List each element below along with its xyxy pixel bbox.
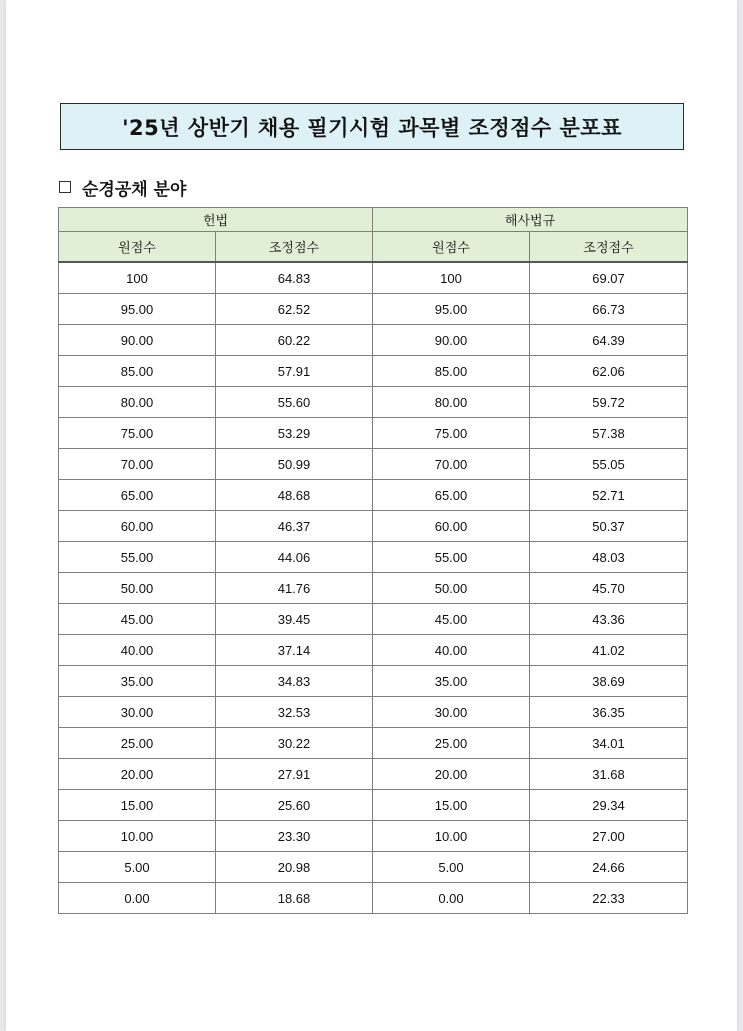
raw-score-cell: 90.00 <box>59 325 216 356</box>
raw-score-cell: 60.00 <box>373 511 530 542</box>
raw-score-cell: 95.00 <box>59 294 216 325</box>
raw-score-cell: 70.00 <box>59 449 216 480</box>
raw-score-cell: 40.00 <box>59 635 216 666</box>
adjusted-score-cell: 53.29 <box>216 418 373 449</box>
adjusted-score-cell: 55.05 <box>530 449 688 480</box>
adjusted-score-cell: 69.07 <box>530 262 688 294</box>
adjusted-score-cell: 41.76 <box>216 573 373 604</box>
raw-score-cell: 55.00 <box>373 542 530 573</box>
group-header-constitution: 헌법 <box>59 208 373 232</box>
adjusted-score-cell: 57.91 <box>216 356 373 387</box>
adjusted-score-cell: 29.34 <box>530 790 688 821</box>
adjusted-score-cell: 27.00 <box>530 821 688 852</box>
raw-score-cell: 70.00 <box>373 449 530 480</box>
raw-score-cell: 25.00 <box>373 728 530 759</box>
adjusted-score-cell: 50.99 <box>216 449 373 480</box>
table-row <box>59 883 688 914</box>
adjusted-score-cell: 41.02 <box>530 635 688 666</box>
adjusted-score-cell: 44.06 <box>216 542 373 573</box>
table-row <box>59 480 688 511</box>
raw-score-cell: 85.00 <box>59 356 216 387</box>
table-row <box>59 262 688 294</box>
raw-score-cell: 10.00 <box>373 821 530 852</box>
raw-score-cell: 45.00 <box>59 604 216 635</box>
column-header-raw-score: 원점수 <box>59 232 216 263</box>
group-header-maritime-law: 해사법규 <box>373 208 688 232</box>
table-row <box>59 449 688 480</box>
table-row <box>59 821 688 852</box>
adjusted-score-cell: 48.68 <box>216 480 373 511</box>
raw-score-cell: 0.00 <box>59 883 216 914</box>
adjusted-score-cell: 66.73 <box>530 294 688 325</box>
raw-score-cell: 5.00 <box>59 852 216 883</box>
table-row <box>59 511 688 542</box>
raw-score-cell: 15.00 <box>59 790 216 821</box>
adjusted-score-cell: 39.45 <box>216 604 373 635</box>
raw-score-cell: 85.00 <box>373 356 530 387</box>
table-row <box>59 728 688 759</box>
table-row <box>59 573 688 604</box>
raw-score-cell: 40.00 <box>373 635 530 666</box>
raw-score-cell: 100 <box>373 262 530 294</box>
adjusted-score-cell: 34.01 <box>530 728 688 759</box>
table-row <box>59 418 688 449</box>
raw-score-cell: 75.00 <box>373 418 530 449</box>
raw-score-cell: 65.00 <box>59 480 216 511</box>
table-row <box>59 790 688 821</box>
table-row <box>59 294 688 325</box>
table-row <box>59 542 688 573</box>
raw-score-cell: 100 <box>59 262 216 294</box>
adjusted-score-cell: 25.60 <box>216 790 373 821</box>
adjusted-score-cell: 32.53 <box>216 697 373 728</box>
raw-score-cell: 35.00 <box>59 666 216 697</box>
adjusted-score-cell: 24.66 <box>530 852 688 883</box>
checkbox-icon <box>59 181 71 193</box>
raw-score-cell: 65.00 <box>373 480 530 511</box>
adjusted-score-cell: 36.35 <box>530 697 688 728</box>
adjusted-score-cell: 50.37 <box>530 511 688 542</box>
adjusted-score-cell: 59.72 <box>530 387 688 418</box>
raw-score-cell: 45.00 <box>373 604 530 635</box>
raw-score-cell: 25.00 <box>59 728 216 759</box>
column-header-adjusted-score: 조정점수 <box>530 232 688 263</box>
table-row <box>59 387 688 418</box>
adjusted-score-cell: 48.03 <box>530 542 688 573</box>
adjusted-score-cell: 62.52 <box>216 294 373 325</box>
raw-score-cell: 50.00 <box>373 573 530 604</box>
table-row <box>59 759 688 790</box>
raw-score-cell: 55.00 <box>59 542 216 573</box>
adjusted-score-cell: 43.36 <box>530 604 688 635</box>
adjusted-score-cell: 45.70 <box>530 573 688 604</box>
raw-score-cell: 0.00 <box>373 883 530 914</box>
adjusted-score-cell: 64.83 <box>216 262 373 294</box>
table-row <box>59 852 688 883</box>
adjusted-score-cell: 34.83 <box>216 666 373 697</box>
adjusted-score-cell: 46.37 <box>216 511 373 542</box>
raw-score-cell: 95.00 <box>373 294 530 325</box>
adjusted-score-cell: 64.39 <box>530 325 688 356</box>
raw-score-cell: 50.00 <box>59 573 216 604</box>
raw-score-cell: 20.00 <box>59 759 216 790</box>
raw-score-cell: 30.00 <box>59 697 216 728</box>
raw-score-cell: 75.00 <box>59 418 216 449</box>
adjusted-score-cell: 22.33 <box>530 883 688 914</box>
column-header-raw-score: 원점수 <box>373 232 530 263</box>
adjusted-score-cell: 27.91 <box>216 759 373 790</box>
table-row <box>59 325 688 356</box>
table-row <box>59 604 688 635</box>
raw-score-cell: 10.00 <box>59 821 216 852</box>
section-heading <box>59 175 186 199</box>
adjusted-score-cell: 37.14 <box>216 635 373 666</box>
raw-score-cell: 15.00 <box>373 790 530 821</box>
raw-score-cell: 35.00 <box>373 666 530 697</box>
adjusted-score-cell: 18.68 <box>216 883 373 914</box>
adjusted-score-cell: 55.60 <box>216 387 373 418</box>
raw-score-cell: 20.00 <box>373 759 530 790</box>
table-row <box>59 697 688 728</box>
raw-score-cell: 60.00 <box>59 511 216 542</box>
raw-score-cell: 5.00 <box>373 852 530 883</box>
adjusted-score-cell: 62.06 <box>530 356 688 387</box>
table-row <box>59 666 688 697</box>
document-page <box>6 0 737 1031</box>
section-label: 순경공채 분야 <box>82 179 187 200</box>
adjusted-score-cell: 57.38 <box>530 418 688 449</box>
adjusted-score-cell: 60.22 <box>216 325 373 356</box>
score-table <box>58 207 688 914</box>
adjusted-score-cell: 38.69 <box>530 666 688 697</box>
score-table-body <box>59 262 688 914</box>
adjusted-score-cell: 52.71 <box>530 480 688 511</box>
table-row <box>59 356 688 387</box>
adjusted-score-cell: 30.22 <box>216 728 373 759</box>
document-title: '25년 상반기 채용 필기시험 과목별 조정점수 분포표 <box>60 103 684 150</box>
raw-score-cell: 30.00 <box>373 697 530 728</box>
adjusted-score-cell: 20.98 <box>216 852 373 883</box>
raw-score-cell: 90.00 <box>373 325 530 356</box>
column-header-adjusted-score: 조정점수 <box>216 232 373 263</box>
table-row <box>59 635 688 666</box>
raw-score-cell: 80.00 <box>373 387 530 418</box>
adjusted-score-cell: 31.68 <box>530 759 688 790</box>
adjusted-score-cell: 23.30 <box>216 821 373 852</box>
raw-score-cell: 80.00 <box>59 387 216 418</box>
